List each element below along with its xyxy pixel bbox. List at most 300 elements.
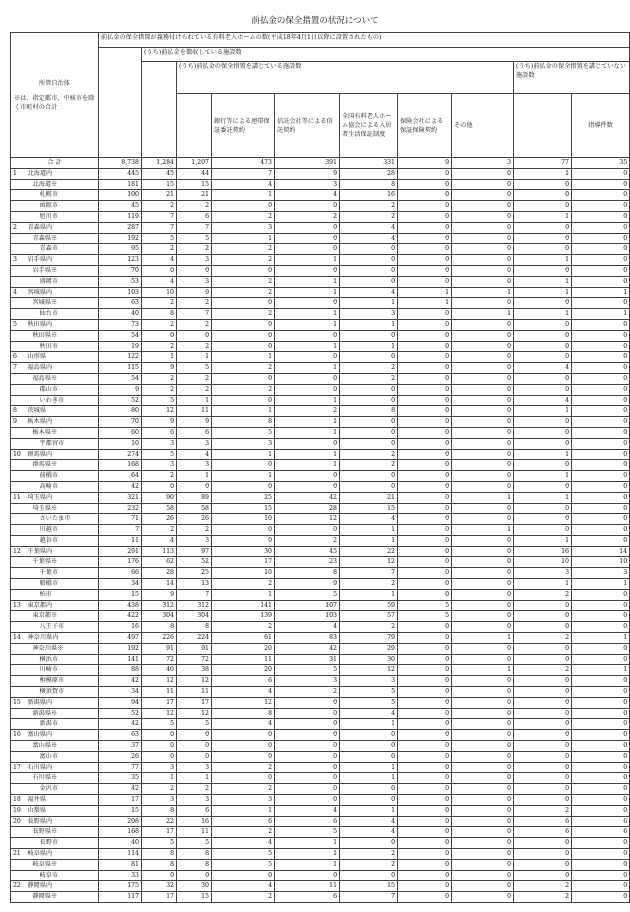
cell-value: 30 (177, 881, 212, 892)
cell-value: 1 (340, 341, 398, 352)
cell-value: 1 (212, 352, 275, 363)
cell-value: 2 (142, 298, 177, 309)
row-number: 1 (11, 168, 25, 179)
cell-value: 4 (340, 287, 398, 298)
cell-value: 0 (398, 384, 452, 395)
cell-value: 0 (452, 557, 514, 568)
cell-value: 0 (572, 265, 630, 276)
cell-value: 0 (572, 719, 630, 730)
row-number (11, 827, 25, 838)
not-protected-header: (うち)前払金の保全措置を講じていない施設数 (514, 62, 630, 94)
cell-value: 0 (212, 773, 275, 784)
cell-value: 0 (452, 535, 514, 546)
cell-value: 0 (452, 719, 514, 730)
cell-value: 103 (275, 611, 340, 622)
cell-value: 0 (398, 849, 452, 860)
cell-value: 1 (212, 589, 275, 600)
cell-value: 0 (514, 525, 572, 536)
municipality-name: 宇都宮市 (25, 438, 99, 449)
cell-value: 0 (514, 481, 572, 492)
cell-value: 0 (340, 751, 398, 762)
row-number (11, 265, 25, 276)
municipality-name: 川崎市 (25, 665, 99, 676)
cell-value: 40 (99, 838, 142, 849)
cell-value: 1 (514, 276, 572, 287)
table-row (11, 395, 630, 406)
municipality-name: 旭川市 (25, 211, 99, 222)
cell-value: 16 (340, 190, 398, 201)
table-row (11, 190, 630, 201)
cell-value: 0 (398, 870, 452, 881)
cell-value: 0 (398, 730, 452, 741)
table-row (11, 881, 630, 892)
cell-value: 175 (99, 881, 142, 892)
cell-value: 0 (340, 838, 398, 849)
cell-value: 0 (514, 859, 572, 870)
cell-value: 0 (398, 471, 452, 482)
table-row (11, 546, 630, 557)
other-header: その他 (452, 94, 514, 158)
cell-value: 12 (142, 708, 177, 719)
cell-value: 0 (572, 460, 630, 471)
cell-value: 2 (275, 535, 340, 546)
cell-value: 12 (142, 676, 177, 687)
cell-value: 0 (452, 784, 514, 795)
cell-value: 0 (572, 449, 630, 460)
table-row (11, 460, 630, 471)
cell-value: 0 (275, 773, 340, 784)
municipality-name: 岐阜県※ (25, 859, 99, 870)
cell-value: 2 (514, 633, 572, 644)
cell-value: 1 (452, 287, 514, 298)
row-number: 11 (11, 492, 25, 503)
cell-value: 0 (398, 589, 452, 600)
cell-value: 176 (99, 557, 142, 568)
cell-value: 10 (212, 568, 275, 579)
cell-value: 15 (142, 179, 177, 190)
cell-value: 0 (452, 373, 514, 384)
municipality-header: 所管自治体 (39, 79, 70, 87)
row-number (11, 341, 25, 352)
cell-value: 0 (275, 373, 340, 384)
total-label: 合 計 (11, 158, 99, 169)
cell-value: 0 (452, 546, 514, 557)
table-row (11, 319, 630, 330)
cell-value: 0 (212, 751, 275, 762)
cell-value: 1 (275, 341, 340, 352)
cell-value: 0 (452, 201, 514, 212)
row-number (11, 427, 25, 438)
row-number: 20 (11, 816, 25, 827)
cell-value: 0 (398, 222, 452, 233)
cell-value: 0 (212, 481, 275, 492)
cell-value: 0 (142, 330, 177, 341)
cell-value: 2 (177, 384, 212, 395)
cell-value: 2 (142, 319, 177, 330)
cell-value: 0 (572, 870, 630, 881)
table-row (11, 568, 630, 579)
row-number (11, 579, 25, 590)
cell-value: 0 (275, 795, 340, 806)
cell-value: 1 (340, 762, 398, 773)
cell-value: 72 (142, 654, 177, 665)
cell-value: 0 (572, 438, 630, 449)
cell-value: 0 (398, 211, 452, 222)
cell-value: 0 (514, 730, 572, 741)
row-number: 22 (11, 881, 25, 892)
cell-value: 8 (212, 708, 275, 719)
cell-value: 224 (177, 633, 212, 644)
table-row (11, 309, 630, 320)
municipality-name: いわき市 (25, 395, 99, 406)
table-row (11, 827, 630, 838)
table-row (11, 697, 630, 708)
municipality-name: 千葉県内 (25, 546, 99, 557)
trust-header: 信託会社等による信託契約 (275, 94, 340, 158)
cell-value: 8 (142, 622, 177, 633)
cell-value: 0 (398, 784, 452, 795)
cell-value: 4 (142, 255, 177, 266)
cell-value: 25 (177, 568, 212, 579)
cell-value: 312 (177, 600, 212, 611)
cell-value: 0 (514, 222, 572, 233)
table-row (11, 255, 630, 266)
cell-value: 0 (398, 417, 452, 428)
cell-value: 0 (340, 870, 398, 881)
cell-value: 3 (212, 222, 275, 233)
cell-value: 0 (212, 460, 275, 471)
cell-value: 21 (340, 492, 398, 503)
cell-value: 0 (514, 514, 572, 525)
row-number: 4 (11, 287, 25, 298)
municipality-name: 神奈川県内 (25, 633, 99, 644)
cell-value: 0 (452, 838, 514, 849)
cell-value: 6 (572, 816, 630, 827)
cell-value: 30 (212, 546, 275, 557)
table-row (11, 849, 630, 860)
cell-value: 287 (99, 222, 142, 233)
cell-value: 0 (452, 179, 514, 190)
cell-value: 5 (177, 838, 212, 849)
cell-value: 0 (275, 730, 340, 741)
cell-value: 2 (212, 309, 275, 320)
row-number (11, 773, 25, 784)
cell-value: 5 (340, 697, 398, 708)
table-row (11, 298, 630, 309)
cell-value: 0 (212, 319, 275, 330)
row-number (11, 438, 25, 449)
cell-value: 11 (99, 535, 142, 546)
cell-value: 0 (514, 319, 572, 330)
row-number (11, 201, 25, 212)
cell-value: 1 (572, 665, 630, 676)
cell-value: 0 (572, 859, 630, 870)
table-row (11, 665, 630, 676)
cell-value: 58 (142, 503, 177, 514)
cell-value: 45 (142, 168, 177, 179)
cell-value: 17 (177, 697, 212, 708)
municipality-name: 柏市 (25, 589, 99, 600)
cell-value: 1 (275, 363, 340, 374)
cell-value: 0 (398, 805, 452, 816)
cell-value: 0 (398, 233, 452, 244)
row-number (11, 471, 25, 482)
cell-value: 90 (142, 492, 177, 503)
cell-value: 62 (142, 557, 177, 568)
cell-value: 0 (340, 244, 398, 255)
cell-value: 274 (99, 449, 142, 460)
cell-value: 4 (142, 276, 177, 287)
cell-value: 0 (340, 784, 398, 795)
cell-value: 0 (572, 849, 630, 860)
row-number (11, 676, 25, 687)
cell-value: 4 (275, 190, 340, 201)
cell-value: 4 (340, 233, 398, 244)
cell-value: 0 (452, 395, 514, 406)
cell-value: 9 (99, 384, 142, 395)
cell-value: 12 (340, 665, 398, 676)
cell-value: 0 (572, 514, 630, 525)
cell-value: 0 (398, 244, 452, 255)
cell-value: 11 (142, 687, 177, 698)
cell-value: 0 (340, 481, 398, 492)
row-number (11, 568, 25, 579)
cell-value: 22 (340, 546, 398, 557)
cell-value: 0 (275, 222, 340, 233)
cell-value: 2 (212, 622, 275, 633)
municipality-name: 静岡県※ (25, 892, 99, 903)
municipality-name: 福井県 (25, 795, 99, 806)
total-value: 1,207 (177, 158, 212, 169)
municipality-name: 横須賀市 (25, 687, 99, 698)
cell-value: 0 (452, 319, 514, 330)
cell-value: 0 (572, 773, 630, 784)
cell-value: 0 (212, 741, 275, 752)
cell-value: 1 (452, 492, 514, 503)
cell-value: 0 (572, 525, 630, 536)
protection-status-table (10, 32, 630, 903)
cell-value: 115 (99, 363, 142, 374)
row-number: 18 (11, 795, 25, 806)
cell-value: 0 (275, 201, 340, 212)
cell-value: 0 (340, 438, 398, 449)
row-number (11, 741, 25, 752)
cell-value: 12 (177, 708, 212, 719)
cell-value: 3 (212, 438, 275, 449)
cell-value: 0 (514, 751, 572, 762)
cell-value: 2 (212, 287, 275, 298)
row-number (11, 589, 25, 600)
cell-value: 0 (514, 719, 572, 730)
cell-value: 2 (142, 384, 177, 395)
cell-value: 10 (572, 557, 630, 568)
cell-value: 19 (99, 341, 142, 352)
cell-value: 79 (340, 633, 398, 644)
cell-value: 42 (275, 643, 340, 654)
cell-value: 0 (142, 751, 177, 762)
row-number (11, 298, 25, 309)
table-row (11, 643, 630, 654)
cell-value: 0 (514, 201, 572, 212)
cell-value: 4 (340, 514, 398, 525)
cell-value: 0 (572, 233, 630, 244)
row-number (11, 611, 25, 622)
municipality-name: 札幌市 (25, 190, 99, 201)
cell-value: 1 (275, 319, 340, 330)
cell-value: 1 (212, 233, 275, 244)
row-number: 17 (11, 762, 25, 773)
cell-value: 0 (212, 535, 275, 546)
cell-value: 0 (452, 233, 514, 244)
cell-value: 0 (398, 741, 452, 752)
cell-value: 11 (177, 827, 212, 838)
cell-value: 15 (99, 805, 142, 816)
cell-value: 17 (142, 892, 177, 903)
cell-value: 0 (340, 255, 398, 266)
cell-value: 16 (177, 816, 212, 827)
cell-value: 5 (275, 665, 340, 676)
table-row (11, 514, 630, 525)
cell-value: 1 (212, 406, 275, 417)
cell-value: 42 (99, 784, 142, 795)
cell-value: 0 (398, 395, 452, 406)
cell-value: 7 (177, 309, 212, 320)
cell-value: 0 (572, 697, 630, 708)
cell-value: 6 (514, 816, 572, 827)
table-row (11, 762, 630, 773)
cell-value: 0 (398, 363, 452, 374)
cell-value: 40 (99, 309, 142, 320)
municipality-name: 福島県※ (25, 373, 99, 384)
cell-value: 16 (99, 622, 142, 633)
cell-value: 0 (452, 643, 514, 654)
cell-value: 14 (572, 546, 630, 557)
total-value: 9 (398, 158, 452, 169)
cell-value: 0 (398, 892, 452, 903)
cell-value: 0 (452, 751, 514, 762)
cell-value: 2 (514, 589, 572, 600)
cell-value: 26 (177, 514, 212, 525)
municipality-name: 函館市 (25, 201, 99, 212)
cell-value: 0 (340, 352, 398, 363)
cell-value: 123 (99, 255, 142, 266)
municipality-name: 群馬県※ (25, 460, 99, 471)
cell-value: 2 (340, 363, 398, 374)
cell-value: 3 (177, 276, 212, 287)
cell-value: 3 (212, 795, 275, 806)
cell-value: 6 (275, 892, 340, 903)
cell-value: 73 (99, 319, 142, 330)
cell-value: 1 (177, 773, 212, 784)
table-row (11, 211, 630, 222)
row-number (11, 665, 25, 676)
cell-value: 0 (572, 654, 630, 665)
cell-value: 0 (142, 870, 177, 881)
cell-value: 7 (340, 568, 398, 579)
cell-value: 22 (142, 816, 177, 827)
cell-value: 80 (99, 406, 142, 417)
cell-value: 3 (340, 309, 398, 320)
cell-value: 0 (398, 503, 452, 514)
table-row (11, 622, 630, 633)
row-number (11, 244, 25, 255)
cell-value: 70 (99, 265, 142, 276)
cell-value: 0 (452, 708, 514, 719)
municipality-name: 神奈川県※ (25, 643, 99, 654)
municipality-name: 富山市 (25, 751, 99, 762)
cell-value: 0 (340, 730, 398, 741)
cell-value: 141 (99, 654, 142, 665)
row-number (11, 179, 25, 190)
table-row (11, 676, 630, 687)
cell-value: 103 (99, 287, 142, 298)
municipality-name: 郡山市 (25, 384, 99, 395)
table-row (11, 611, 630, 622)
cell-value: 7 (142, 222, 177, 233)
cell-value: 0 (572, 384, 630, 395)
municipality-name: 青森県内 (25, 222, 99, 233)
cell-value: 0 (572, 417, 630, 428)
cell-value: 0 (514, 233, 572, 244)
cell-value: 0 (398, 406, 452, 417)
cell-value: 5 (275, 589, 340, 600)
cell-value: 95 (99, 244, 142, 255)
cell-value: 2 (212, 827, 275, 838)
row-number (11, 481, 25, 492)
cell-value: 1 (514, 492, 572, 503)
cell-value: 0 (452, 827, 514, 838)
cell-value: 2 (177, 784, 212, 795)
cell-value: 0 (398, 265, 452, 276)
cell-value: 1 (212, 449, 275, 460)
cell-value: 5 (142, 719, 177, 730)
cell-value: 0 (572, 708, 630, 719)
cell-value: 1 (572, 309, 630, 320)
cell-value: 3 (177, 460, 212, 471)
table-row (11, 741, 630, 752)
table-row (11, 892, 630, 903)
association-header: 全国有料老人ホーム協会による入居者生活保証制度 (340, 94, 398, 158)
cell-value: 1 (514, 168, 572, 179)
cell-value: 1 (177, 352, 212, 363)
cell-value: 42 (99, 481, 142, 492)
cell-value: 168 (99, 827, 142, 838)
row-number (11, 751, 25, 762)
cell-value: 17 (142, 827, 177, 838)
cell-value: 2 (514, 805, 572, 816)
table-row (11, 633, 630, 644)
cell-value: 0 (398, 427, 452, 438)
cell-value: 2 (340, 201, 398, 212)
cell-value: 0 (452, 579, 514, 590)
cell-value: 4 (340, 708, 398, 719)
cell-value: 0 (212, 730, 275, 741)
municipality-name: 富山県※ (25, 741, 99, 752)
cell-value: 6 (212, 816, 275, 827)
protected-header: (うち)前払金の保全措置を講じている施設数 (177, 62, 514, 94)
cell-value: 0 (452, 697, 514, 708)
cell-value: 21 (177, 190, 212, 201)
municipality-name: 山梨県 (25, 805, 99, 816)
cell-value: 0 (514, 417, 572, 428)
cell-value: 3 (177, 762, 212, 773)
municipality-name: 宮城県内 (25, 287, 99, 298)
cell-value: 1 (142, 773, 177, 784)
row-number (11, 643, 25, 654)
cell-value: 5 (275, 827, 340, 838)
cell-value: 16 (514, 546, 572, 557)
cell-value: 2 (514, 665, 572, 676)
